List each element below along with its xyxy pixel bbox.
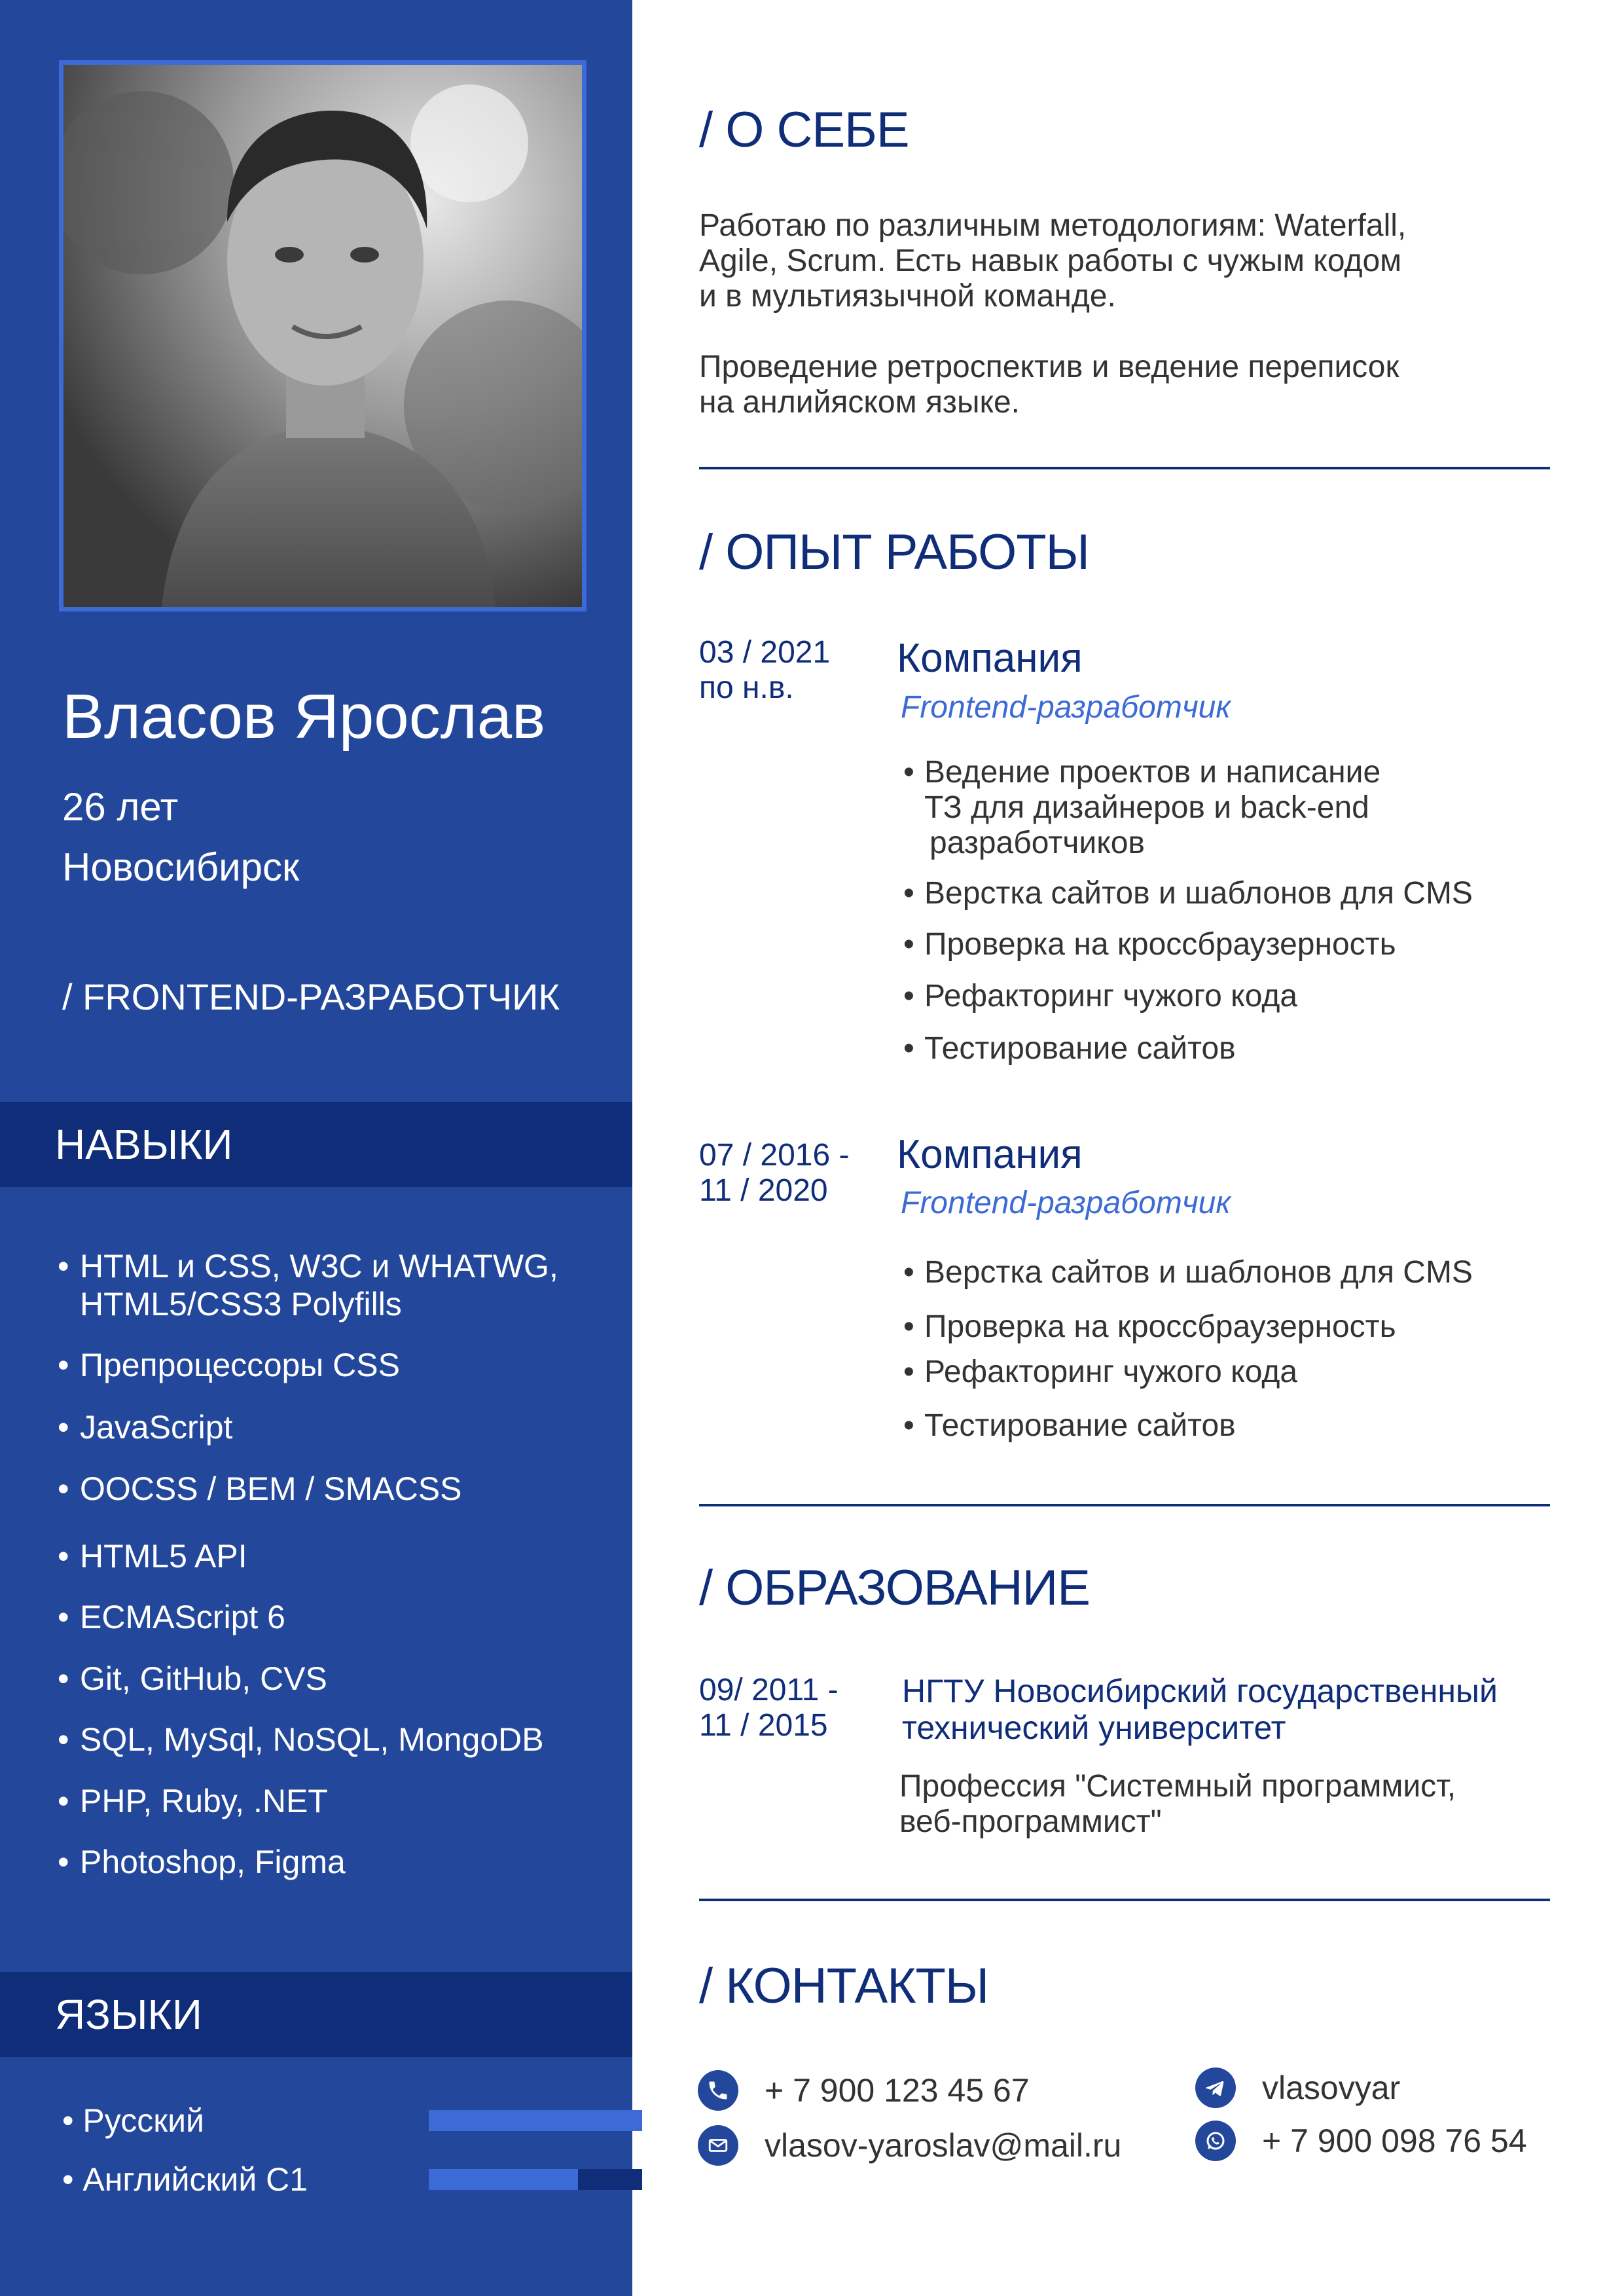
- task-item: • Верстка сайтов и шаблонов для CMS: [903, 1255, 1473, 1290]
- section-divider: [699, 467, 1550, 469]
- languages-header-band: [0, 1972, 632, 2057]
- skills-title: НАВЫКИ: [55, 1121, 233, 1168]
- skill-item: • JavaScript: [58, 1408, 232, 1446]
- skill-item: • Git, GitHub, CVS: [58, 1660, 327, 1698]
- education-date: 09/ 2011 - 11 / 2015: [699, 1673, 839, 1743]
- education-title: / ОБРАЗОВАНИЕ: [699, 1560, 1090, 1616]
- contact-email[interactable]: [698, 2123, 1121, 2168]
- skill-item: • PHP, Ruby, .NET: [58, 1782, 328, 1820]
- contacts-title: / КОНТАКТЫ: [699, 1958, 989, 2014]
- email-icon: [698, 2125, 738, 2166]
- job-date: 03 / 2021 по н.в.: [699, 635, 831, 705]
- job-position: Frontend-разработчик: [901, 1186, 1231, 1220]
- task-item: • Тестирование сайтов: [903, 1408, 1236, 1444]
- job-date: 07 / 2016 - 11 / 2020: [699, 1138, 850, 1208]
- language-level-bar: [429, 2110, 642, 2131]
- profile-age: 26 лет: [62, 785, 179, 829]
- whatsapp-icon: [1195, 2121, 1236, 2161]
- education-university: НГТУ Новосибирский государственный технический университет: [902, 1673, 1498, 1746]
- task-item: • Рефакторинг чужого кода: [903, 979, 1297, 1014]
- about-title: / О СЕБЕ: [699, 102, 909, 158]
- skill-item: • Препроцессоры CSS: [58, 1346, 400, 1384]
- profile-role: / FRONTEND-РАЗРАБОТЧИК: [62, 976, 560, 1017]
- language-level-bar: [429, 2169, 642, 2190]
- contact-telegram[interactable]: [1195, 2065, 1400, 2111]
- task-item: • Ведение проектов и написание ТЗ для дизайнеров и back-end разработчиков: [903, 755, 1380, 861]
- task-item: • Проверка на кроссбраузерность: [903, 1309, 1396, 1345]
- language-level-fill: [429, 2110, 642, 2131]
- phone-icon: [698, 2070, 738, 2111]
- task-item: • Тестирование сайтов: [903, 1031, 1236, 1066]
- task-item: • Проверка на кроссбраузерность: [903, 927, 1396, 962]
- education-profession: Профессия "Системный программист, веб-программист": [899, 1769, 1456, 1839]
- telegram-icon: [1195, 2068, 1236, 2108]
- sidebar: [0, 0, 632, 2296]
- contact-email-text: vlasov-yaroslav@mail.ru: [765, 2127, 1122, 2164]
- experience-title: / ОПЫТ РАБОТЫ: [699, 524, 1089, 580]
- skills-header-band: [0, 1102, 632, 1187]
- skill-item: • SQL, MySql, NoSQL, MongoDB: [58, 1721, 544, 1758]
- languages-title: ЯЗЫКИ: [55, 1991, 202, 2038]
- section-divider: [699, 1504, 1550, 1506]
- about-paragraph-2: Проведение ретроспектив и ведение переписок на анлийяском языке.: [699, 350, 1399, 420]
- main-content: [632, 0, 1624, 2296]
- skill-item: • Photoshop, Figma: [58, 1843, 346, 1881]
- skill-item: • ECMAScript 6: [58, 1598, 285, 1636]
- contact-telegram-text: vlasovyar: [1262, 2069, 1401, 2106]
- about-paragraph-1: Работаю по различным методологиям: Waterfall, Agile, Scrum. Есть навык работы с чужым кодом и в мультиязычной команде.: [699, 208, 1407, 314]
- job-company: Компания: [897, 636, 1083, 681]
- skill-item: • OOCSS / BEM / SMACSS: [58, 1470, 461, 1508]
- contact-phone[interactable]: [698, 2068, 1030, 2113]
- skill-item: • HTML5 API: [58, 1537, 247, 1575]
- profile-photo-frame: [59, 60, 586, 611]
- contact-whatsapp[interactable]: [1195, 2118, 1527, 2164]
- section-divider: [699, 1899, 1550, 1901]
- skill-item: • HTML и CSS, W3C и WHATWG, HTML5/CSS3 Polyfills: [58, 1247, 558, 1323]
- task-item: • Верстка сайтов и шаблонов для CMS: [903, 876, 1473, 911]
- language-name: • Русский: [62, 2102, 204, 2140]
- profile-city: Новосибирск: [62, 845, 300, 889]
- profile-photo: [63, 65, 582, 607]
- task-item: • Рефакторинг чужого кода: [903, 1355, 1297, 1390]
- contact-whatsapp-text: + 7 900 098 76 54: [1262, 2123, 1527, 2159]
- job-position: Frontend-разработчик: [901, 690, 1231, 725]
- language-level-fill: [429, 2169, 578, 2190]
- language-name: • Английский С1: [62, 2160, 308, 2198]
- contact-phone-text: + 7 900 123 45 67: [765, 2072, 1030, 2109]
- profile-name: Власов Ярослав: [62, 682, 546, 752]
- job-company: Компания: [897, 1132, 1083, 1177]
